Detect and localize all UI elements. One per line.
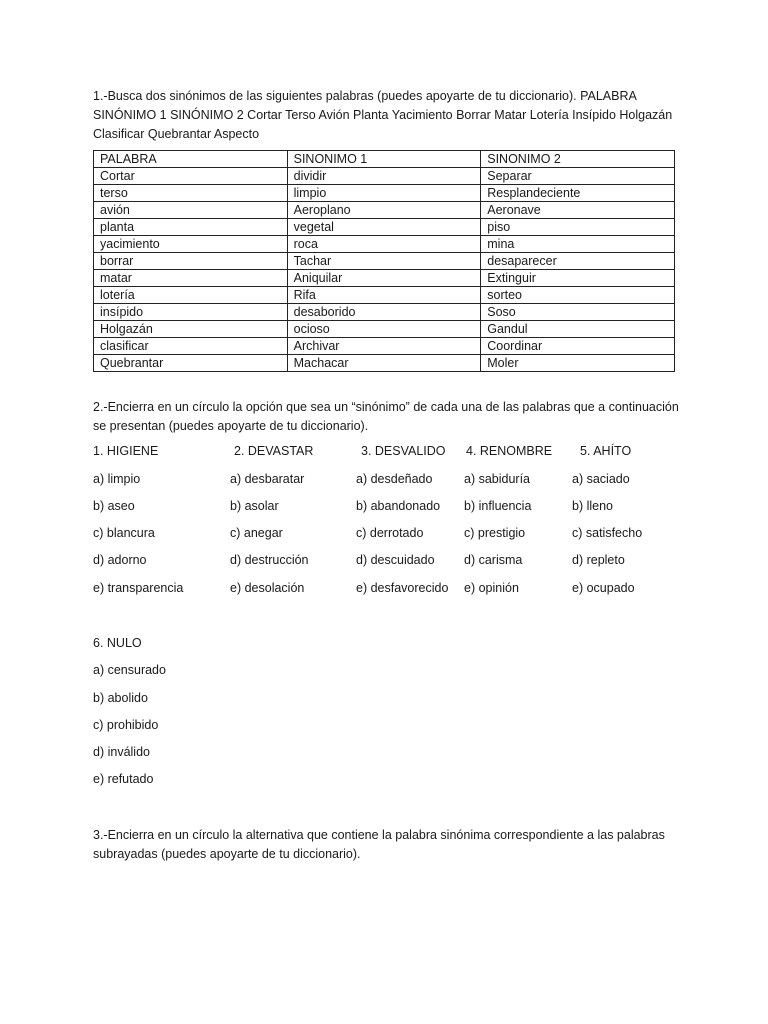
word-cell: terso xyxy=(94,185,288,202)
answer-option[interactable]: b) lleno xyxy=(572,499,613,513)
answer-option[interactable]: e) desolación xyxy=(230,581,305,595)
question-title: 1. HIGIENE xyxy=(93,444,159,458)
answer-option[interactable]: e) transparencia xyxy=(93,581,184,595)
synonym-2-cell: Extinguir xyxy=(481,270,675,287)
answer-option[interactable]: e) ocupado xyxy=(572,581,635,595)
word-cell: Quebrantar xyxy=(94,355,288,372)
answer-option[interactable]: d) destrucción xyxy=(230,553,309,567)
question-title: 5. AHÍTO xyxy=(580,444,632,458)
question-title: 6. NULO xyxy=(93,636,142,650)
exercise-2-instruction: 2.-Encierra en un círculo la opción que sea un “sinónimo” de cada una de las palabras que a continuación se presentan (puedes apoyarte de tu diccionario). xyxy=(93,400,679,433)
synonym-1-cell: Machacar xyxy=(287,355,481,372)
answer-option[interactable]: b) aseo xyxy=(93,499,135,513)
table-row xyxy=(94,168,675,185)
answer-option[interactable]: a) saciado xyxy=(572,472,630,486)
synonym-2-cell: Gandul xyxy=(481,321,675,338)
word-cell: lotería xyxy=(94,287,288,304)
synonym-1-cell: vegetal xyxy=(287,219,481,236)
answer-option[interactable]: d) repleto xyxy=(572,553,625,567)
answer-option[interactable]: c) prohibido xyxy=(93,718,159,732)
synonym-2-cell: Soso xyxy=(481,304,675,321)
table-row xyxy=(94,321,675,338)
answer-option[interactable]: d) adorno xyxy=(93,553,147,567)
answer-option[interactable]: a) desbaratar xyxy=(230,472,305,486)
answer-option[interactable]: c) anegar xyxy=(230,526,283,540)
synonym-1-cell: Aeroplano xyxy=(287,202,481,219)
synonym-2-cell: Separar xyxy=(481,168,675,185)
word-cell: clasificar xyxy=(94,338,288,355)
table-row xyxy=(94,304,675,321)
question-title: 4. RENOMBRE xyxy=(466,444,553,458)
answer-option[interactable]: b) influencia xyxy=(464,499,532,513)
synonym-2-cell: desaparecer xyxy=(481,253,675,270)
synonym-2-cell: Moler xyxy=(481,355,675,372)
word-cell: Holgazán xyxy=(94,321,288,338)
table-row xyxy=(94,338,675,355)
synonym-2-cell: mina xyxy=(481,236,675,253)
table-row xyxy=(94,270,675,287)
question-title: 3. DESVALIDO xyxy=(361,444,446,458)
table-row xyxy=(94,253,675,270)
answer-option[interactable]: b) abandonado xyxy=(356,499,441,513)
synonym-2-cell: Resplandeciente xyxy=(481,185,675,202)
word-cell: avión xyxy=(94,202,288,219)
synonym-2-cell: Coordinar xyxy=(481,338,675,355)
answer-option[interactable]: b) asolar xyxy=(230,499,279,513)
answer-option[interactable]: a) limpio xyxy=(93,472,141,486)
answer-option[interactable]: e) opinión xyxy=(464,581,519,595)
word-cell: yacimiento xyxy=(94,236,288,253)
word-cell: borrar xyxy=(94,253,288,270)
answer-option[interactable]: b) abolido xyxy=(93,691,148,705)
synonym-1-cell: roca xyxy=(287,236,481,253)
table-row xyxy=(94,185,675,202)
table-row xyxy=(94,287,675,304)
column-header-sinonimo-1: SINONIMO 1 xyxy=(287,151,481,168)
answer-option[interactable]: a) sabiduría xyxy=(464,472,531,486)
word-cell: insípido xyxy=(94,304,288,321)
synonym-1-cell: ocioso xyxy=(287,321,481,338)
synonym-2-cell: piso xyxy=(481,219,675,236)
answer-option[interactable]: d) inválido xyxy=(93,745,150,759)
answer-option[interactable]: e) refutado xyxy=(93,772,154,786)
table-row xyxy=(94,355,675,372)
answer-option[interactable]: a) desdeñado xyxy=(356,472,433,486)
exercise-3-instruction: 3.-Encierra en un círculo la alternativa que contiene la palabra sinónima correspondiente a las palabras subrayadas (puedes apoyarte de tu diccionario). xyxy=(93,828,665,861)
synonyms-table xyxy=(93,150,675,372)
table-row xyxy=(94,202,675,219)
exercise-1-instruction: 1.-Busca dos sinónimos de las siguientes palabras (puedes apoyarte de tu diccionario). PALABRA SINÓNIMO 1 SINÓNIMO 2 Cortar Terso Avión Planta Yacimiento Borrar Matar Lotería Insípido Holgazán Clasificar Quebrantar Aspecto xyxy=(93,89,673,141)
answer-option[interactable]: e) desfavorecido xyxy=(356,581,449,595)
answer-option[interactable]: a) censurado xyxy=(93,663,166,677)
table-row xyxy=(94,236,675,253)
word-cell: planta xyxy=(94,219,288,236)
word-cell: matar xyxy=(94,270,288,287)
synonym-1-cell: limpio xyxy=(287,185,481,202)
synonym-2-cell: Aeronave xyxy=(481,202,675,219)
synonym-1-cell: dividir xyxy=(287,168,481,185)
answer-option[interactable]: d) carisma xyxy=(464,553,523,567)
answer-option[interactable]: c) derrotado xyxy=(356,526,424,540)
synonym-2-cell: sorteo xyxy=(481,287,675,304)
answer-option[interactable]: c) prestigio xyxy=(464,526,526,540)
column-header-palabra: PALABRA xyxy=(94,151,288,168)
table-row xyxy=(94,219,675,236)
word-cell: Cortar xyxy=(94,168,288,185)
question-title: 2. DEVASTAR xyxy=(234,444,314,458)
answer-option[interactable]: c) blancura xyxy=(93,526,155,540)
synonym-1-cell: Rifa xyxy=(287,287,481,304)
synonym-1-cell: Archivar xyxy=(287,338,481,355)
answer-option[interactable]: d) descuidado xyxy=(356,553,435,567)
table-header-row xyxy=(94,151,675,168)
synonym-1-cell: Tachar xyxy=(287,253,481,270)
synonym-1-cell: Aniquilar xyxy=(287,270,481,287)
column-header-sinonimo-2: SINONIMO 2 xyxy=(481,151,675,168)
answer-option[interactable]: c) satisfecho xyxy=(572,526,643,540)
synonym-1-cell: desaborido xyxy=(287,304,481,321)
